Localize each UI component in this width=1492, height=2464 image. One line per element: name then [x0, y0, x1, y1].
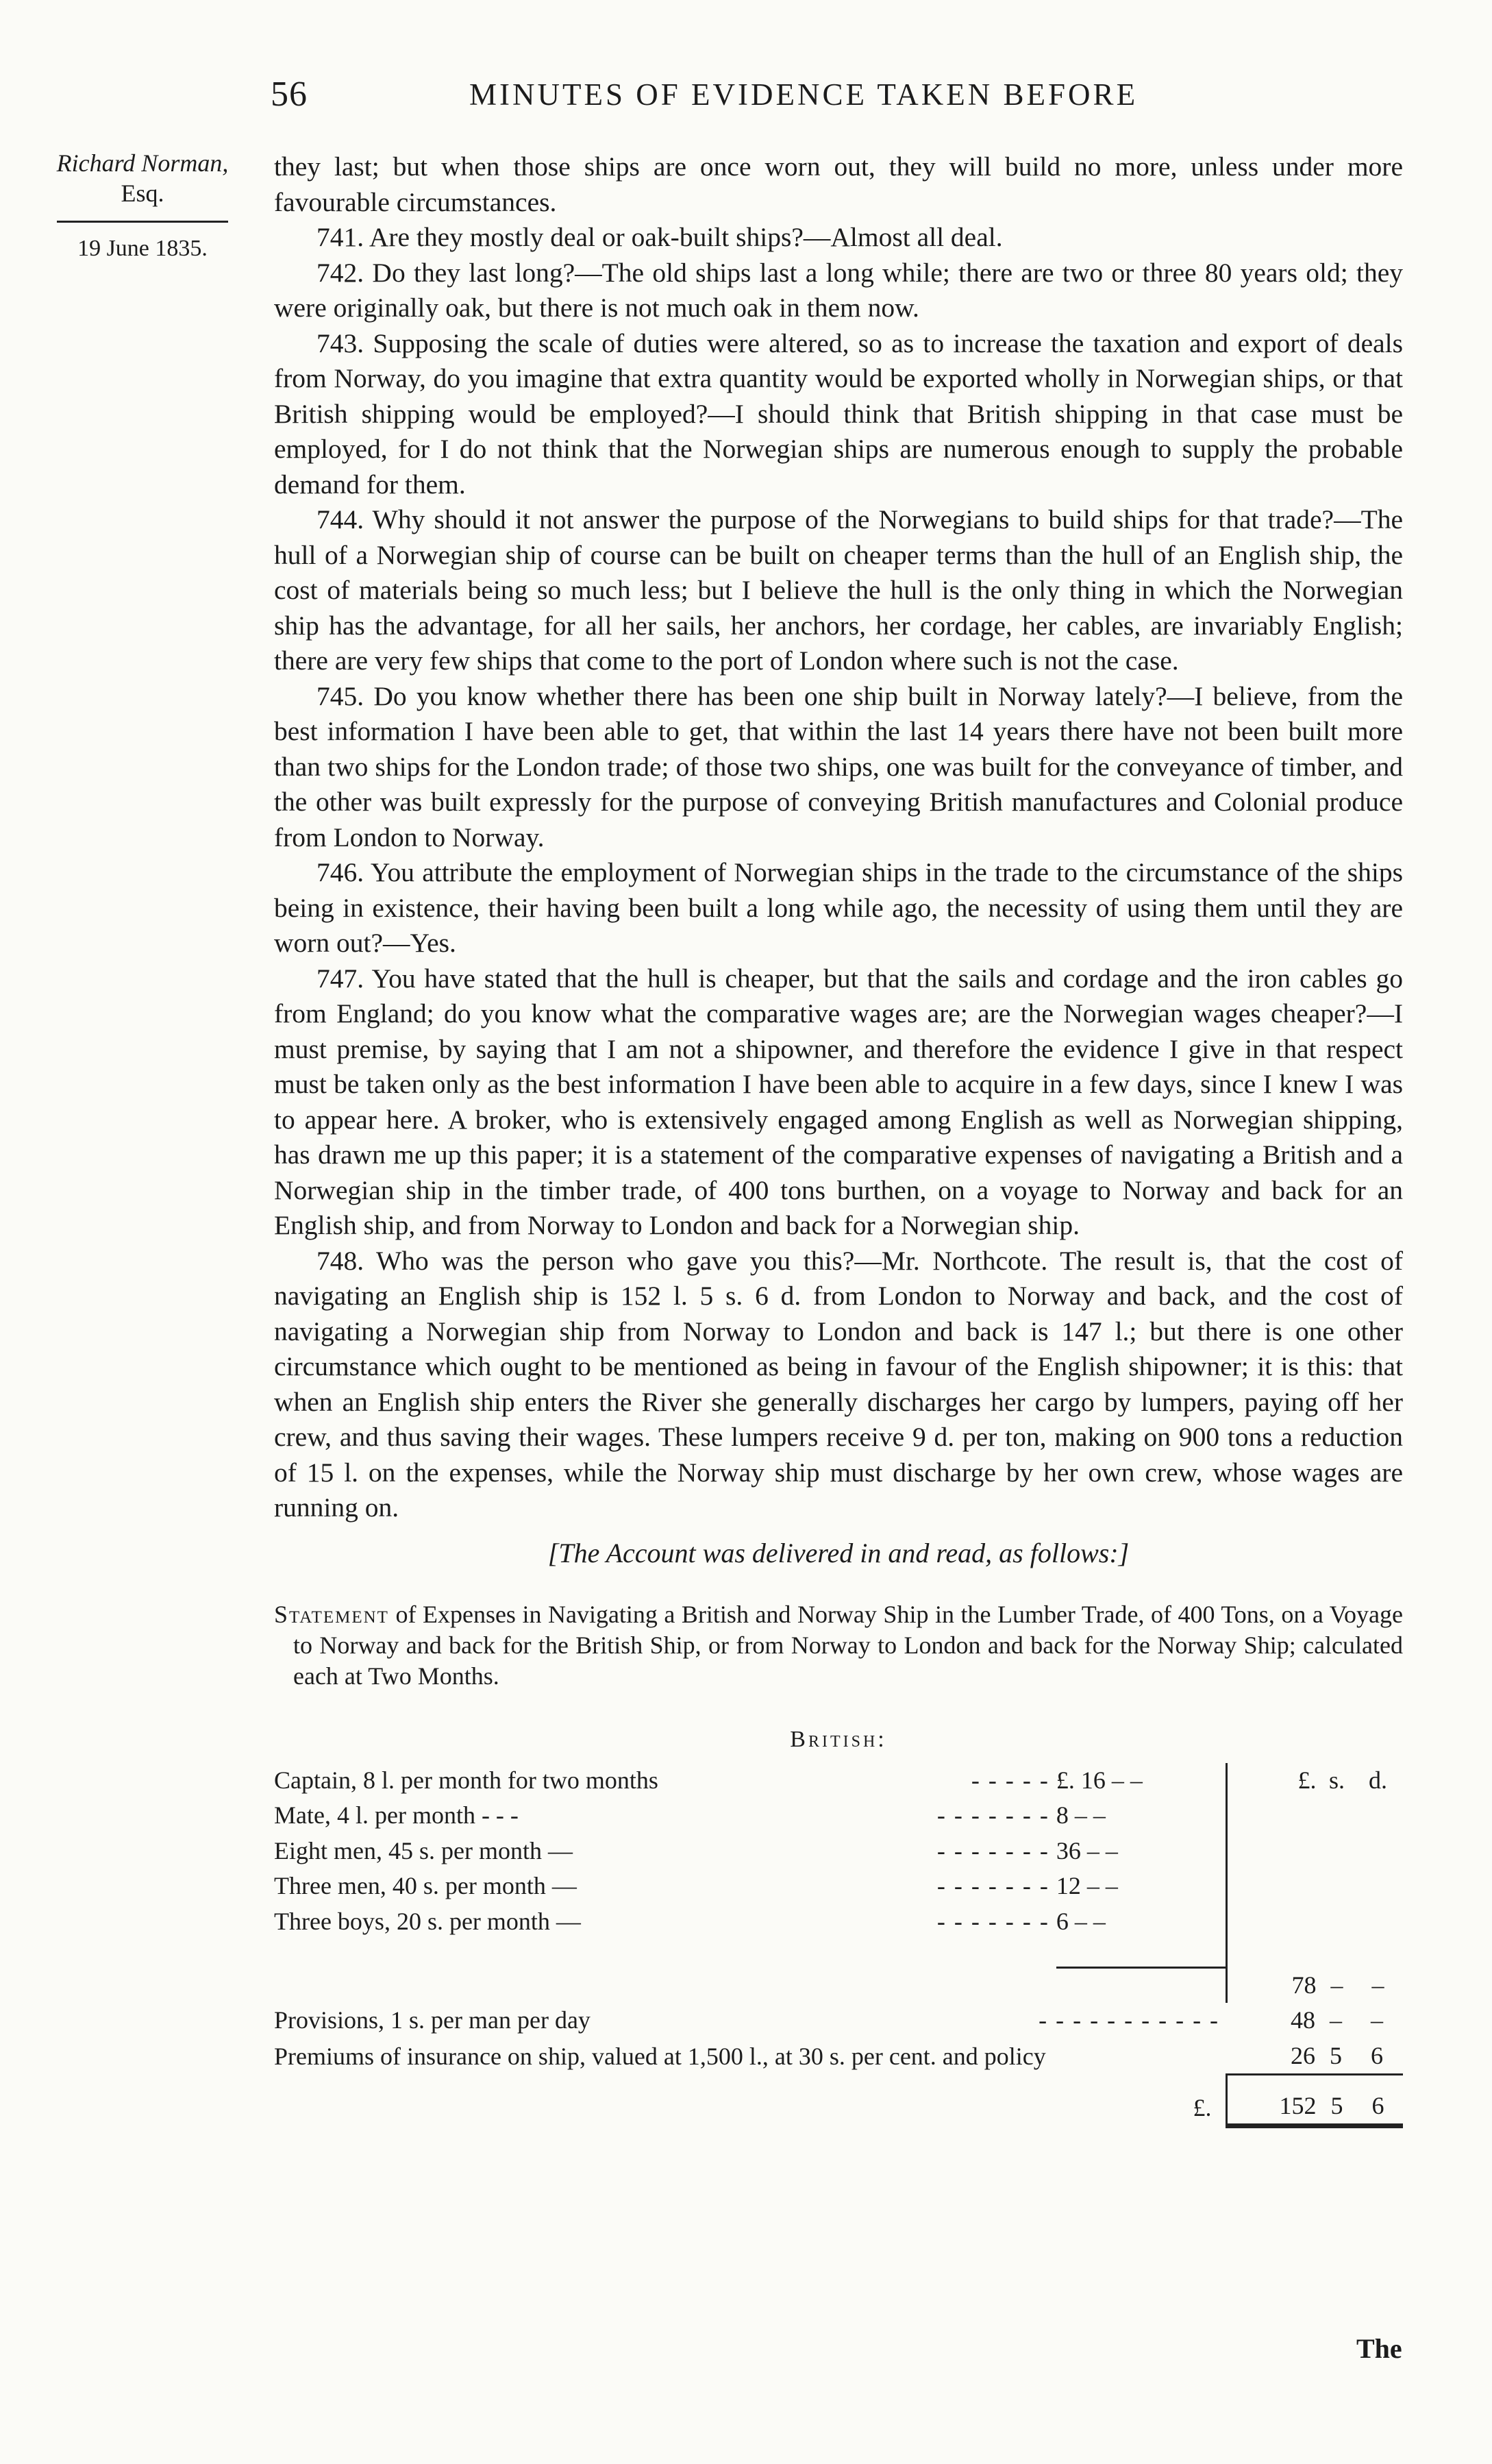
margin-note [26, 148, 259, 264]
paragraph-745: 745. Do you know whether there has been one ship built in Norway lately?—I believe, from the best information I have been able to get, that within the last 14 years there have not been built more than two ships for the London trade; of those two ships, one was built for the conveyance of timber, and the other was built expressly for the purpose of conveying British manufactures and Colonial produce from London to Norway. [274, 680, 1403, 852]
insurance-description: Premiums of insurance on ship, valued at 1,500 l., at 30 s. per cent. and policy [274, 2043, 1046, 2070]
margin-date: 19 June 1835. [77, 236, 208, 261]
insurance-row [274, 2038, 1403, 2075]
subtotal-row [274, 1968, 1403, 2004]
row-dashes: - - - - - [971, 1766, 1049, 1794]
statement-text: of Expenses in Navigating a British and Norway Ship in the Lumber Trade, of 400 Tons, on a Voyage to Norway and back for the British Ship, or from Norway to London and back for the Norway Ship; calculated each at Two Months. [293, 1601, 1403, 1690]
running-head: MINUTES OF EVIDENCE TAKEN BEFORE [469, 77, 1139, 112]
paragraph-746: 746. You attribute the employment of Norwegian ships in the trade to the circumstance of the ships being in existence, their having been built a long while ago, the necessity of using them until they are worn out?—Yes. [274, 857, 1403, 958]
row-amount: 36 – – [1056, 1834, 1226, 1869]
statement-lead: Statement [274, 1601, 389, 1628]
insurance-amount: 26 5 6 [1226, 2038, 1403, 2075]
paragraph-continued: they last; but when those ships are once worn out, they will build no more, unless under more favourable circumstances. [274, 151, 1403, 217]
provisions-amount: 48 – – [1291, 2006, 1384, 2034]
row-description: Three men, 40 s. per month — [274, 1872, 577, 1899]
subtotal-amount: 78 – – [1291, 1971, 1384, 1999]
expenses-table [274, 1763, 1403, 2129]
statement-heading [274, 1599, 1403, 1692]
row-description: Captain, 8 l. per month for two months [274, 1766, 658, 1794]
row-dashes: - - - - - - - [936, 1907, 1049, 1935]
provisions-dashes: - - - - - - - - - - - [1039, 2006, 1220, 2034]
paragraph-743: 743. Supposing the scale of duties were altered, so as to increase the taxation and export of deals from Norway, do you imagine that extra quantity would be exported wholly in Norwegian ships, or that British shipping would be employed?—I should think that British shipping in that case must be employed, for I do not think that the Norwegian ships are numerous enough to supply the probable demand for them. [274, 328, 1403, 500]
row-amount: 8 – – [1056, 1798, 1226, 1834]
account-note: [The Account was delivered in and read, as follows:] [547, 1537, 1130, 1568]
main-text [274, 149, 1403, 2128]
row-amount: £. 16 – – [1056, 1763, 1226, 1799]
row-dashes: - - - - - - - [936, 1801, 1049, 1829]
paragraph-741: 741. Are they mostly deal or oak-built ships?—Almost all deal. [316, 222, 1003, 252]
table-row [274, 1798, 1403, 1834]
paragraph-744: 744. Why should it not answer the purpose of the Norwegians to build ships for that trade?—The hull of a Norwegian ship of course can be built on cheaper terms than the hull of an English ship, the cost of materials being so much less; but I believe the hull is the only thing in which the Norwegian ship has the advantage, for all her sails, her anchors, her cordage, her cables, are invariably English; there are very few ships that come to the port of London where such is not the case. [274, 504, 1403, 676]
table-row [274, 1869, 1403, 1904]
shillings-header: s. [1329, 1766, 1345, 1794]
row-description: Eight men, 45 s. per month — [274, 1836, 573, 1864]
paragraph-747: 747. You have stated that the hull is cheaper, but that the sails and cordage and the iron cables go from England; do you know what the comparative wages are; are the Norwegian wages cheaper?—I must premise, by saying that I am not a shipowner, and therefore the evidence I give in that respect must be taken only as the best information I have been able to acquire in a few days, since I knew I was to appear here. A broker, who is extensively engaged among English as well as Norwegian shipping, has drawn me up this paper; it is a statement of the comparative expenses of navigating a British and a Norwegian ship in the timber trade, of 400 tons burthen, on a voyage to Norway and back for an English ship, and from Norway to London and back for a Norwegian ship. [274, 963, 1403, 1240]
row-amount: 12 – – [1056, 1869, 1226, 1904]
table-rule-row [274, 1939, 1403, 1968]
table-row [274, 1904, 1403, 1940]
total-label: £. [1056, 2075, 1226, 2126]
row-dashes: - - - - - - - [936, 1872, 1049, 1899]
total-amount: 152 5 6 [1226, 2075, 1403, 2126]
catchword: The [1356, 2333, 1402, 2364]
subtotal-rule [1056, 1939, 1226, 1968]
page-number: 56 [271, 75, 308, 114]
total-row [274, 2075, 1403, 2126]
paragraph-748: 748. Who was the person who gave you this?—Mr. Northcote. The result is, that the cost of navigating an English ship is 152 l. 5 s. 6 d. from London to Norway and back, and the cost of navigating a Norwegian ship from Norway to London and back is 147 l.; but there is one other circumstance which ought to be mentioned as being in favour of the English shipowner; it is this: that when an English ship enters the River she generally discharges her cargo by lumpers, paying off her crew, and thus saving their wages. These lumpers receive 9 d. per ton, making on 900 tons a reduction of 15 l. on the expenses, while the Norway ship must discharge by her own crew, whose wages are running on. [274, 1245, 1403, 1523]
table-row [274, 1763, 1403, 1799]
row-description: Three boys, 20 s. per month — [274, 1907, 581, 1935]
page-header [271, 74, 1408, 122]
provisions-row [274, 2003, 1403, 2038]
row-description: Mate, 4 l. per month - - - [274, 1801, 519, 1829]
row-dashes: - - - - - - - [936, 1836, 1049, 1864]
provisions-description: Provisions, 1 s. per man per day [274, 2006, 590, 2034]
pounds-header: £. [1297, 1766, 1317, 1794]
witness-suffix: Esq. [121, 180, 164, 207]
witness-name: Richard Norman, [56, 149, 229, 177]
margin-rule [57, 221, 228, 223]
row-amount: 6 – – [1056, 1904, 1226, 1940]
paragraph-742: 742. Do they last long?—The old ships last a long while; there are two or three 80 years old; they were originally oak, but there is not much oak in them now. [274, 257, 1403, 323]
section-british: British: [790, 1727, 887, 1752]
table-row [274, 1834, 1403, 1869]
pence-header: d. [1369, 1766, 1388, 1794]
currency-header [1226, 1763, 1403, 1799]
